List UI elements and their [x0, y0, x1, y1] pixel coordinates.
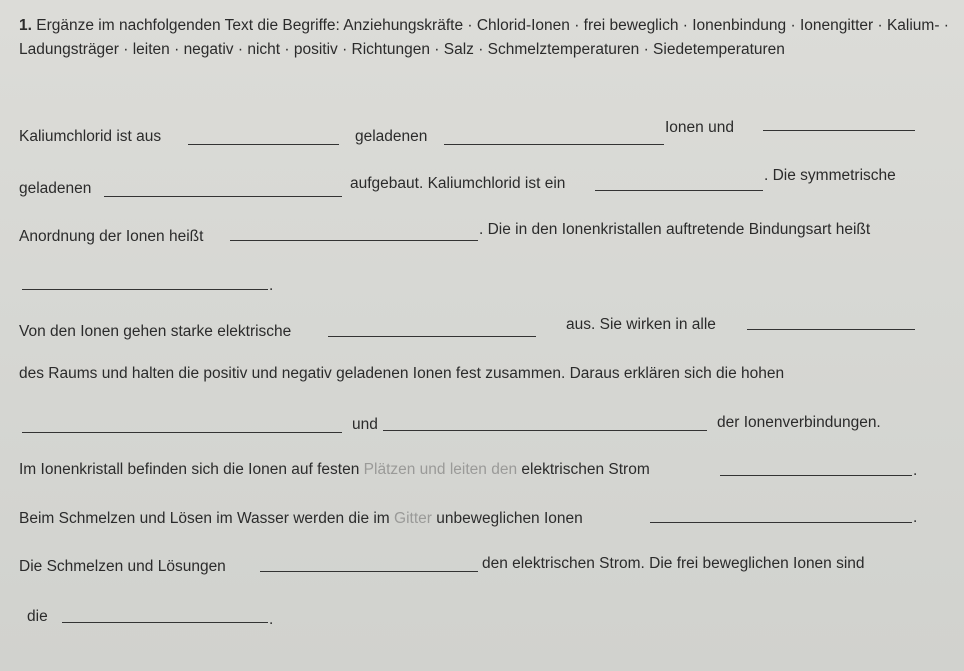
text-segment: [19, 462, 650, 478]
text-segment: . Die in den Ionenkristallen auftretende Bindungsart heißt: [479, 221, 871, 238]
text-segment: [19, 511, 583, 527]
text-segment: Anordnung der Ionen heißt: [19, 228, 204, 245]
blank-line[interactable]: [22, 289, 268, 290]
text-segment: aus. Sie wirken in alle: [566, 316, 716, 333]
text-segment: Von den Ionen gehen starke elektrische: [19, 323, 292, 340]
blank-line[interactable]: [260, 571, 478, 572]
blank-line[interactable]: [444, 144, 664, 145]
text-segment: . Die symmetrische: [764, 167, 896, 184]
blank-line[interactable]: [763, 130, 915, 131]
text-segment: .: [913, 509, 918, 526]
blank-line[interactable]: [383, 430, 707, 431]
blank-line[interactable]: [747, 329, 915, 330]
text-segment: .: [269, 611, 274, 628]
task-number: 1.: [19, 17, 32, 34]
task-instruction: [19, 14, 949, 62]
blank-line[interactable]: [650, 522, 912, 523]
blank-line[interactable]: [62, 622, 268, 623]
blank-line[interactable]: [230, 240, 478, 241]
text-segment: unbeweglichen Ionen: [436, 510, 583, 527]
text-segment: den elektrischen Strom. Die frei beweglichen Ionen sind: [482, 555, 865, 572]
text-segment: Ionen und: [665, 119, 734, 136]
blank-line[interactable]: [188, 144, 339, 145]
text-segment: geladenen: [355, 128, 428, 145]
task-text: Ergänze im nachfolgenden Text die Begriffe: Anziehungskräfte · Chlorid-Ionen · frei beweglich · Ionenbindung · Ionengitter · Kalium- · Ladungsträger · leiten · negativ · nicht · positiv · Richtungen · Salz · Schmelztemperaturen · Siedetemperaturen: [19, 17, 949, 58]
text-segment: aufgebaut. Kaliumchlorid ist ein: [350, 175, 566, 192]
faint-text: Plätzen und leiten den: [363, 461, 518, 478]
text-segment: .: [269, 277, 274, 294]
text-segment: .: [913, 462, 918, 479]
blank-line[interactable]: [720, 475, 912, 476]
text-segment: Kaliumchlorid ist aus: [19, 128, 162, 145]
blank-line[interactable]: [104, 196, 342, 197]
text-segment: der Ionenverbindungen.: [717, 414, 881, 431]
text-segment: elektrischen Strom: [521, 461, 650, 478]
blank-line[interactable]: [328, 336, 536, 337]
blank-line[interactable]: [22, 432, 342, 433]
text-segment: des Raums und halten die positiv und negativ geladenen Ionen fest zusammen. Daraus erklären sich die hohen: [19, 365, 785, 382]
text-segment: Die Schmelzen und Lösungen: [19, 558, 226, 575]
text-segment: Im Ionenkristall befinden sich die Ionen auf festen: [19, 461, 360, 478]
text-segment: und: [352, 416, 378, 433]
faint-text: Gitter: [394, 510, 432, 527]
text-segment: geladenen: [19, 180, 92, 197]
blank-line[interactable]: [595, 190, 763, 191]
text-segment: die: [27, 608, 48, 625]
text-segment: Beim Schmelzen und Lösen im Wasser werden die im: [19, 510, 390, 527]
